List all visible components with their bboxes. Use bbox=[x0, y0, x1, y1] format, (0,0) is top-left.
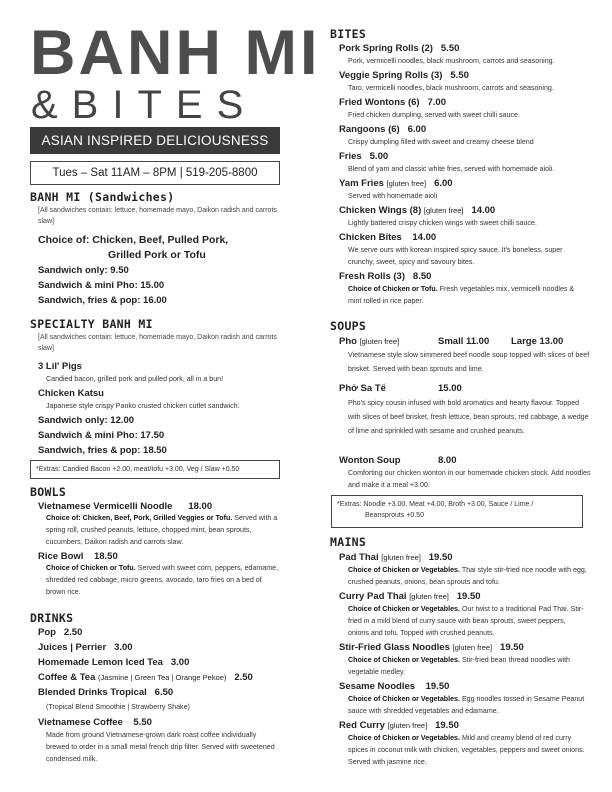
bites-item: Yam Fries [gluten free] 6.00 bbox=[339, 178, 453, 189]
soup-item: Wonton Soup bbox=[339, 455, 401, 466]
mains-item: Stir-Fried Glass Noodles [gluten free] 19.50 bbox=[339, 642, 524, 653]
bites-item-desc: Crispy dumpling filled with sweet and creamy cheese blend bbox=[348, 138, 534, 146]
bites-item: Rangoons (6) 6.00 bbox=[339, 124, 427, 135]
bowl-item-desc: Choice of: Chicken, Beef, Pork, Grilled Veggies or Tofu. Served with a spring roll, crushed peanuts, lettuce, chopped mint, bean sprouts, cucumbers, Daikon radish and carrots slaw. bbox=[46, 514, 278, 546]
bites-item-desc: We serve ours with korean inspired spicy sauce. It's boneless, super crunchy, sweet, spicy and savoury bites. bbox=[348, 246, 563, 266]
specialty-option: Sandwich only: 12.00 bbox=[38, 415, 135, 426]
logo-and-bites: &BITES bbox=[31, 83, 258, 127]
bowl-item: Rice Bowl 18.50 bbox=[38, 551, 118, 562]
drink-item-desc: Made from ground Vietnamese-grown dark roast coffee individually brewed to order in a small metal french drip filter. Served with sweetened condensed milk. bbox=[46, 731, 275, 763]
mains-item-desc: Choice of Chicken or Vegetables. Stir-fried bean thread noodles with vegetable medley. bbox=[348, 656, 570, 676]
specialty-option: Sandwich & mini Pho: 17.50 bbox=[38, 430, 165, 441]
soup-item-price: 8.00 bbox=[438, 455, 457, 466]
specialty-item-name: 3 Lil' Pigs bbox=[38, 361, 82, 372]
bites-item-desc: Taro, vermicelli noodles, black mushroom, carrots and seasoning. bbox=[348, 84, 554, 92]
specialty-item-desc: Japanese style crispy Panko crusted chicken cutlet sandwich. bbox=[46, 402, 240, 410]
soup-item-desc: Comforting our chicken wonton in our homemade chicken stock. Add noodles and make it a meal +3.00. bbox=[348, 469, 591, 489]
mains-item: Red Curry [gluten free] 19.50 bbox=[339, 720, 459, 731]
section-title-drinks: DRINKS bbox=[30, 611, 74, 625]
bites-item-desc: Blend of yam and classic white fries, served with homemade aioli. bbox=[348, 165, 555, 173]
bites-item: Fresh Rolls (3) 8.50 bbox=[339, 271, 432, 282]
tagline-banner: ASIAN INSPIRED DELICIOUSNESS bbox=[30, 127, 280, 154]
section-title-bites: BITES bbox=[330, 27, 367, 41]
bites-item: Pork Spring Rolls (2) 5.50 bbox=[339, 43, 460, 54]
soup-price-large: Large 13.00 bbox=[511, 336, 564, 347]
section-title-soups: SOUPS bbox=[330, 319, 367, 333]
mains-item-desc: Choice of Chicken or Vegetables. Our twist to a traditional Pad Thai. Stir-fried in a mild blend of curry sauce with bean sprouts, sweet peppers, onions and tofu. Topped with crushed peanuts. bbox=[348, 605, 584, 637]
banh-mi-option: Sandwich & mini Pho: 15.00 bbox=[38, 280, 165, 291]
specialty-extras-box: *Extras: Candied Bacon +2.00, meat/tofu +3.00, Veg / Slaw +0.50 bbox=[30, 460, 280, 479]
hours-phone-box: Tues – Sat 11AM – 8PM | 519-205-8800 bbox=[30, 161, 280, 185]
drink-item: Blended Drinks Tropical 6.50 bbox=[38, 687, 174, 698]
specialty-item-desc: Candied bacon, grilled pork and pulled pork, all in a bun! bbox=[46, 375, 224, 383]
mains-item: Curry Pad Thai [gluten free] 19.50 bbox=[339, 591, 481, 602]
soup-item-desc: Vietnamese style slow simmered beef noodle soup topped with slices of beef brisket. Served with bean sprouts and lime. bbox=[348, 351, 590, 373]
bites-item: Chicken Bites 14.00 bbox=[339, 232, 437, 243]
soup-item-price: 15.00 bbox=[438, 383, 462, 394]
soup-item-pho: Pho [gluten free] bbox=[339, 336, 400, 347]
specialty-option: Sandwich, fries & pop: 18.50 bbox=[38, 445, 167, 456]
bites-item: Fried Wontons (6) 7.00 bbox=[339, 97, 446, 108]
specialty-note: [All sandwiches contain: lettuce, homemade mayo, Daikon radish and carrots slaw] bbox=[38, 334, 277, 352]
bites-item: Veggie Spring Rolls (3) 5.50 bbox=[339, 70, 469, 81]
bowl-item: Vietnamese Vermicelli Noodle 18.00 bbox=[38, 501, 213, 512]
banh-mi-note: [All sandwiches contain: lettuce, homemade mayo, Daikon radish and carrots slaw] bbox=[38, 207, 277, 225]
drink-item: Juices | Perrier 3.00 bbox=[38, 642, 133, 653]
banh-mi-choice-line1: Choice of: Chicken, Beef, Pulled Pork, bbox=[38, 234, 229, 246]
soups-extras-box: *Extras: Noodle +3.00, Meat +4.00, Broth +3.00, Sauce / Lime / Beansprouts +0.50 bbox=[331, 495, 583, 528]
drink-item: Coffee & Tea (Jasmine | Green Tea | Orange Pekoe) 2.50 bbox=[38, 672, 253, 683]
specialty-item-name: Chicken Katsu bbox=[38, 388, 104, 399]
mains-item: Sesame Noodles 19.50 bbox=[339, 681, 450, 692]
bites-item-desc: Choice of Chicken or Tofu. Fresh vegetables mix, vermicelli noodles & mint rolled in rice paper. bbox=[348, 285, 575, 305]
bites-item: Fries 5.00 bbox=[339, 151, 389, 162]
drink-item: Homemade Lemon Iced Tea 3.00 bbox=[38, 657, 190, 668]
bowl-item-desc: Choice of Chicken or Tofu. Served with sweet corn, peppers, edamame, shredded red cabbage, micro greens, avocado, taro fries on a bed of brown rice. bbox=[46, 564, 279, 596]
soup-price-small: Small 11.00 bbox=[438, 336, 490, 347]
bites-item-desc: Fried chicken dumpling, served with sweet chilli sauce. bbox=[348, 111, 520, 119]
soup-item: Phở Sa Tế bbox=[339, 383, 386, 394]
drink-item-desc: (Tropical Blend Smoothie | Strawberry Shake) bbox=[46, 703, 190, 711]
section-title-bowls: BOWLS bbox=[30, 485, 67, 499]
soup-item-desc: Pho's spicy cousin infused with bold aromatics and hearty flavour. Topped with slices of beef brisket, fresh lettuce, bean sprouts, red cabbage, a wedge of lime and sprinkled with sesame and crushed peanuts. bbox=[348, 399, 589, 435]
bites-item-desc: Served with homemade aioli bbox=[348, 192, 438, 200]
section-title-specialty: SPECIALTY BANH MI bbox=[30, 317, 153, 331]
drink-item: Vietnamese Coffee 5.50 bbox=[38, 717, 152, 728]
bites-item-desc: Lightly battered crispy chicken wings with sweet chilli sauce. bbox=[348, 219, 537, 227]
mains-item-desc: Choice of Chicken or Vegetables. Egg noodles tossed in Sesame Peanut sauce with shredded vegetables and edamame. bbox=[348, 695, 585, 715]
bites-item-desc: Pork, vermicelli noodles, black mushroom, carrots and seasoning. bbox=[348, 57, 555, 65]
mains-item: Pad Thai [gluten free] 19.50 bbox=[339, 552, 453, 563]
section-title-banh-mi: BANH MI (Sandwiches) bbox=[30, 190, 175, 204]
banh-mi-choice-line2: Grilled Pork or Tofu bbox=[108, 249, 206, 261]
drink-item: Pop 2.50 bbox=[38, 627, 83, 638]
mains-item-desc: Choice of Chicken or Vegetables. Thai style stir-fried rice noodle with egg, crushed peanuts, onions, bean sprouts and tofu. bbox=[348, 566, 587, 586]
logo-banh-mi: BANH MI bbox=[30, 18, 321, 88]
section-title-mains: MAINS bbox=[330, 535, 367, 549]
bites-item: Chicken Wings (8) [gluten free] 14.00 bbox=[339, 205, 496, 216]
banh-mi-option: Sandwich, fries & pop: 16.00 bbox=[38, 295, 167, 306]
mains-item-desc: Choice of Chicken or Vegetables. Mild and creamy blend of red curry spices in coconut milk with chicken, vegetables, peppers and sweet onions. Served with jasmine rice. bbox=[348, 734, 585, 766]
banh-mi-option: Sandwich only: 9.50 bbox=[38, 265, 129, 276]
